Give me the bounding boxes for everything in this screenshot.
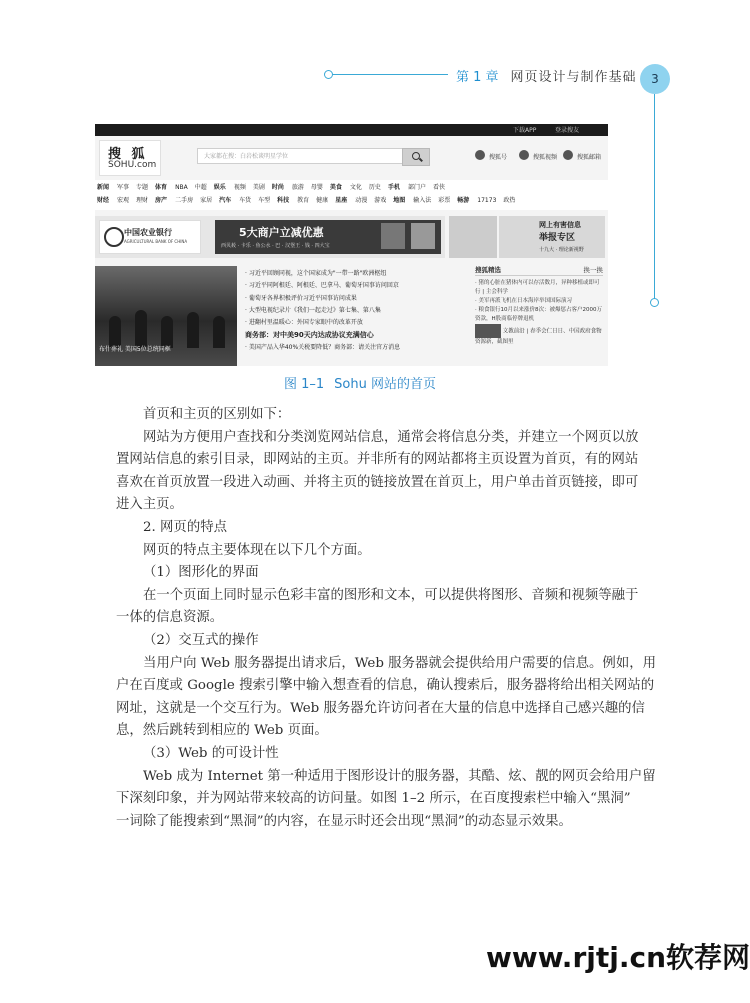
text-line: 置网站信息的索引目录，即网站的主页。并非所有的网站都将主页设置为首页，有的网站 xyxy=(116,452,639,468)
ad-graphic-3 xyxy=(449,216,497,258)
sohu-nav-link: 母婴 xyxy=(310,184,323,191)
figure-number: 图 1–1 xyxy=(283,377,325,392)
text-line: 一词除了能搜索到“黑洞”的内容，在显示时还会出现“黑洞”的动态显示效果。 xyxy=(116,813,572,829)
sohu-nav-link: 游戏 xyxy=(374,197,387,204)
paragraph xyxy=(116,766,656,834)
sohu-nav-link: 彩票 xyxy=(438,197,451,204)
sohu-top-bar xyxy=(95,124,608,136)
sohu-mail-label: 搜狐邮箱 xyxy=(577,154,602,161)
report-zone-ad xyxy=(499,216,605,258)
sohu-nav-link: 车货 xyxy=(239,197,252,204)
discount-ad xyxy=(215,220,441,254)
side-item: · 猪的心脏在猪体内可以存活数月，异种移植或即可行 | 主会科学 xyxy=(475,280,600,295)
sohu-hao-icon xyxy=(475,150,485,160)
news-item: 商务部：对中美90天内达成协议充满信心 xyxy=(245,331,374,340)
sohu-nav-link: 畅游 xyxy=(457,197,470,204)
text-line: 喜欢在首页放置一段进入动画、并将主页的链接放置在首页上，用户单击首页链接，即可 xyxy=(116,474,639,490)
photo-figure xyxy=(187,312,199,348)
side-item: · 美军再派飞机在日本海岸举国国际演习 xyxy=(475,298,572,304)
side-rule-dot xyxy=(650,298,659,307)
bank-name-en: AGRICULTURAL BANK OF CHINA xyxy=(124,239,188,244)
text-line: （1）图形化的界面 xyxy=(143,565,259,581)
paragraph xyxy=(116,517,612,540)
side-item-text: 文教前沿 | 春季会仁日日、中国政府食物资源新，截图里 xyxy=(475,328,602,345)
text-line: 下深刻印象，并为网站带来较高的访问量。如图 1–2 所示，在百度搜索栏中输入“黑洞” xyxy=(116,791,631,807)
sohu-nav-grid xyxy=(95,180,608,210)
sohu-nav-link: 输入法 xyxy=(413,197,432,204)
text-line: 进入主页。 xyxy=(116,497,183,513)
sohu-nav-row-1 xyxy=(97,182,452,191)
news-item: · 习近平同阿根廷、阿根廷、巴拿马、葡萄牙国事访问回京 xyxy=(245,282,399,290)
sohu-nav-link: 地图 xyxy=(393,197,406,204)
paragraph xyxy=(116,630,612,653)
search-icon xyxy=(412,152,420,160)
sohu-nav-link: 旅游 xyxy=(291,184,304,191)
sohu-video-label: 搜狐视频 xyxy=(533,154,558,161)
sohu-nav-link: 时尚 xyxy=(271,184,284,191)
sohu-nav-link: 家居 xyxy=(200,197,213,204)
text-line: 网站为方便用户查找和分类浏览网站信息，通常会将信息分类，并建立一个网页以放 xyxy=(143,429,639,445)
news-item: · 进翻村里温暖心：外国专家眼中的改革开放 xyxy=(245,319,363,327)
mail-icon xyxy=(563,150,573,160)
sohu-nav-link: 政热 xyxy=(503,197,516,204)
sohu-nav-link: 17173 xyxy=(477,197,497,204)
side-heading xyxy=(475,266,603,276)
paragraph xyxy=(116,404,612,427)
sohu-search-placeholder: 大家都在搜：白岩松谈明星学位 xyxy=(204,153,289,160)
side-thumbnail xyxy=(475,324,501,338)
news-item: · 大型电视纪录片《我们一起走过》第七集、第八集 xyxy=(245,306,381,314)
sohu-login-link: 登录搜友 xyxy=(555,127,580,134)
paragraph xyxy=(116,585,639,630)
abc-bank-ad xyxy=(99,220,201,254)
text-line: 网址，这就是一个交互行为。Web 服务器允许访问者在大量的信息中选择自己感兴趣的信 xyxy=(116,700,645,716)
discount-ad-title: 5大商户立减优惠 xyxy=(239,226,324,239)
text-line: 首页和主页的区别如下： xyxy=(143,407,291,422)
text-line: 息，然后跳转到相应的 Web 页面。 xyxy=(116,723,328,739)
sohu-news-list xyxy=(245,268,465,354)
sohu-nav-link: 科技 xyxy=(277,197,290,204)
photo-figure xyxy=(213,316,225,348)
news-item: · 美国产品入华40%关税要降低？商务部：请关注官方消息 xyxy=(245,343,401,351)
sohu-nav-link: 二手房 xyxy=(175,197,194,204)
sohu-side-panel xyxy=(475,266,603,347)
sohu-nav-link: 手机 xyxy=(387,184,400,191)
paragraph xyxy=(116,653,656,743)
sohu-hao-label: 搜狐号 xyxy=(489,154,508,161)
sohu-logo xyxy=(99,140,161,176)
paragraph xyxy=(116,743,612,766)
side-rule xyxy=(654,94,655,300)
sohu-logo-cn: 搜 狐 xyxy=(108,147,148,162)
text-line: 网页的特点主要体现在以下几个方面。 xyxy=(143,542,371,558)
sohu-nav-link: 房产 xyxy=(155,197,168,204)
watermark: www.rjtj.cn软荐网 xyxy=(486,941,750,974)
side-more: 换一换 xyxy=(583,266,603,274)
sohu-nav-link: NBA xyxy=(175,184,188,191)
side-heading-text: 搜狐精选 xyxy=(475,266,501,274)
figure-caption xyxy=(0,373,720,392)
ad-graphic-2 xyxy=(411,223,435,249)
page-number-badge: 3 xyxy=(640,64,670,94)
news-item: · 习近平回顾同视，这个国家成为"一带一路"欧洲枢纽 xyxy=(245,270,387,277)
news-item: · 葡萄牙各界积极评价习近平国事访问成果 xyxy=(245,294,357,302)
text-line: （3）Web 的可设计性 xyxy=(143,745,279,761)
sohu-nav-link: 星座 xyxy=(335,197,348,204)
sohu-search-box xyxy=(197,148,409,164)
video-icon xyxy=(519,150,529,160)
sohu-search-button xyxy=(402,148,430,166)
photo-caption: 布什葬礼 美国5位总统同框 xyxy=(99,346,171,353)
paragraph xyxy=(116,562,612,585)
sohu-nav-link: 专题 xyxy=(136,184,149,191)
running-header xyxy=(448,66,645,85)
sohu-nav-link: 美食 xyxy=(329,184,342,191)
sohu-nav-link: 看侠 xyxy=(432,184,445,191)
report-line-3: 十九大 · 理论新视野 xyxy=(539,247,584,253)
sohu-nav-row-2 xyxy=(97,195,522,204)
sohu-nav-link: 健康 xyxy=(316,197,329,204)
sohu-nav-link: 中超 xyxy=(194,184,207,191)
text-line: （2）交互式的操作 xyxy=(143,632,259,648)
side-item: · 粮食银行10月以来涨价8次：被爆惩占客户2000万资款，H股商临停牌退机 xyxy=(475,307,602,322)
body-text xyxy=(116,404,656,833)
sohu-nav-link: 动漫 xyxy=(355,197,368,204)
sohu-nav-link: 教育 xyxy=(297,197,310,204)
sohu-nav-link: 财经 xyxy=(97,197,110,204)
text-line: 一体的信息资源。 xyxy=(116,610,224,626)
header-rule-dot-left xyxy=(324,70,333,79)
ad-graphic-1 xyxy=(381,223,405,249)
text-line: 2. 网页的特点 xyxy=(143,519,227,535)
sohu-nav-link: 历史 xyxy=(368,184,381,191)
chapter-number: 第 1 章 xyxy=(456,70,499,85)
sohu-nav-link: 体育 xyxy=(155,184,168,191)
sohu-nav-link: 部门户 xyxy=(407,184,426,191)
chapter-title: 网页设计与制作基础 xyxy=(510,70,637,85)
side-item-with-thumb xyxy=(475,324,603,347)
sohu-nav-link: 文化 xyxy=(349,184,362,191)
sohu-nav-link: 娱乐 xyxy=(213,184,226,191)
sohu-nav-link: 汽车 xyxy=(219,197,232,204)
sohu-logo-en: SOHU.com xyxy=(108,160,157,170)
bank-name: 中国农业银行 xyxy=(124,228,172,237)
figure-caption-text: Sohu 网站的首页 xyxy=(334,377,436,392)
text-line: 户在百度或 Google 搜索引擎中输入想查看的信息，确认搜索后，服务器将给出相关网站的 xyxy=(116,678,655,694)
text-line: 在一个页面上同时显示色彩丰富的图形和文本，可以提供将图形、音频和视频等融于 xyxy=(143,587,639,603)
figure-sohu-screenshot xyxy=(95,124,608,366)
sohu-download-app-link: 下载APP xyxy=(513,127,537,134)
sohu-nav-link: 视频 xyxy=(233,184,246,191)
headline-photo xyxy=(95,266,237,366)
sohu-nav-link: 车型 xyxy=(258,197,271,204)
photo-figure xyxy=(135,310,147,348)
sohu-nav-link: 理财 xyxy=(136,197,149,204)
sohu-nav-link: 新闻 xyxy=(97,184,110,191)
text-line: Web 成为 Internet 第一种适用于图形设计的服务器，其酷、炫、靓的网页会给用户留 xyxy=(143,768,656,784)
discount-ad-sub: 西贝莜 · 卡乐 · 鱼公水 · 巴 · 汉堡王 · 钱 · 四大宝 xyxy=(221,243,330,249)
bank-logo-icon xyxy=(104,227,124,247)
report-line-1: 网上有害信息 xyxy=(539,221,581,229)
paragraph xyxy=(116,427,639,517)
report-line-2: 举报专区 xyxy=(539,233,576,243)
sohu-nav-link: 美剧 xyxy=(252,184,265,191)
text-line: 当用户向 Web 服务器提出请求后，Web 服务器就会提供给用户需要的信息。例如，用 xyxy=(143,655,656,671)
sohu-nav-link: 军事 xyxy=(117,184,130,191)
sohu-nav-link: 宏观 xyxy=(117,197,130,204)
paragraph xyxy=(116,540,612,563)
